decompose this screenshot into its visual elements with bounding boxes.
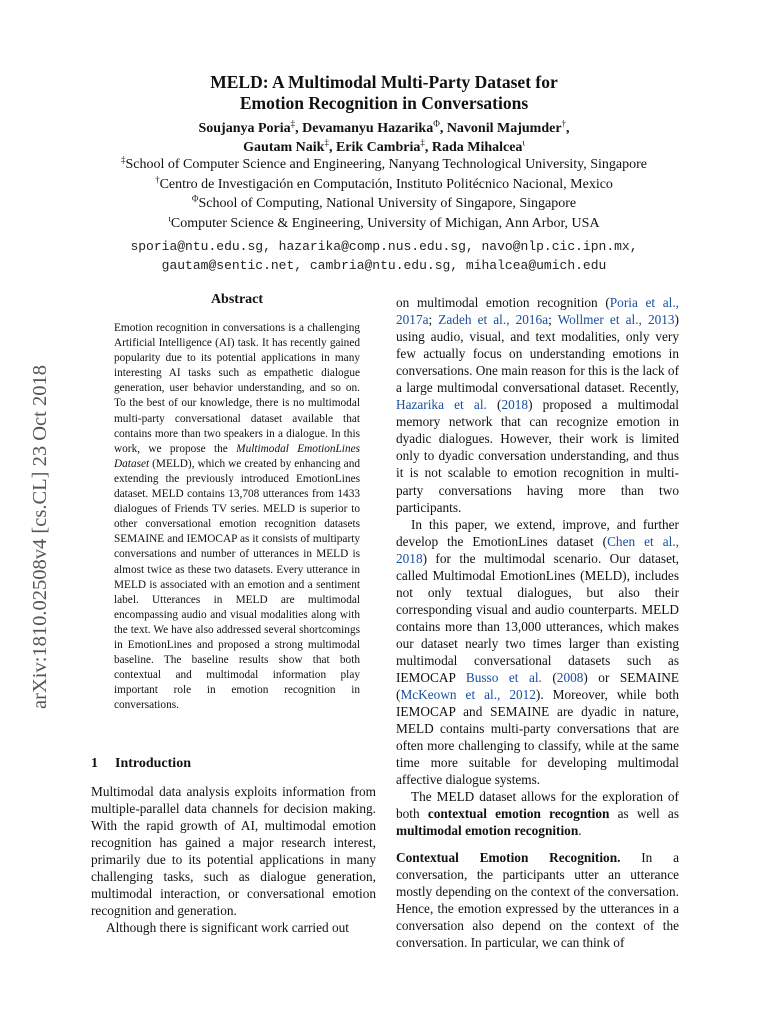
affiliation-text: Computer Science & Engineering, University of Michigan, Ann Arbor, USA [170,215,600,231]
abstract-text-1: Emotion recognition in conversations is a challenging Artificial Intelligence (AI) task. It has recently gained popularity due to its potential applications in many interesting AI tasks such as empathetic dialogue generation, user behavior understanding, and so on. To the best of our knowledge, there is no multimodal multi-party conversational dataset available that contains more than two speakers in a dialogue. In this work, we propose the [114,322,360,455]
body-text: ( [541,670,557,686]
email-line-2: gautam@sentic.net, cambria@ntu.edu.sg, mihalcea@umich.edu [161,258,607,273]
affiliation [0,194,768,214]
section-title: Introduction [115,756,191,771]
author-name: Erik Cambria [335,140,421,155]
affiliation [0,214,768,234]
author-sep: , [424,140,432,155]
body-text: In this paper, we extend, improve, and further develop the EmotionLines dataset ( [396,516,679,549]
body-text: ). Moreover, while both IEMOCAP and SEMAINE are dyadic in nature, MELD contains multi-party conversations that are often more challenging to classify, while at the same time more suitable for developing multimodal affective dialogue systems. [396,687,679,788]
body-text: ; [428,312,439,328]
right-paragraph-3 [396,788,679,839]
author-name: Navonil Majumder [446,121,562,136]
author-mark: ‡ [420,137,425,148]
right-column-text [396,294,679,951]
right-paragraph-4 [396,849,679,951]
author-mark: † [561,118,567,129]
body-text: ) for the multimodal scenario. Our dataset, called Multimodal EmotionLines (MELD), includes not only textual dialogues, but also their corresponding visual and audio counterparts. MELD contains more than 13,000 utterances, which makes our dataset nearly two times larger than existing multimodal conversational datasets such as IEMOCAP [396,550,679,686]
citation-link[interactable]: 2018 [501,397,529,413]
intro-paragraph-1: Multimodal data analysis exploits information from multiple-parallel data channels for decision making. With the rapid growth of AI, multimodal emotion recognition has gained a major research interest, primarily due to its potential applications in many challenging tasks, such as dialogue generation, multimodal interaction, or conversational emotion recognition and generation. [91,784,376,919]
section-heading-introduction [91,756,191,772]
email-line-1: sporia@ntu.edu.sg, hazarika@comp.nus.edu.sg, navo@nlp.cic.ipn.mx, [130,239,638,254]
affiliation-mark: ‡ [120,154,126,165]
affiliation [0,175,768,195]
left-column-text [91,783,376,936]
citation-link[interactable]: Hazarika et al. [396,397,487,413]
body-text: ( [486,397,502,413]
dataset-name-italic: Multimodal EmotionLines Dataset [114,442,360,470]
body-text: ) proposed a multimodal memory network that can recognize emotion in dyadic dialogues. However, their work is limited only to dyadic conversation understanding, and thus it is not scalable to emotion recognition in multi-party conversations having more than two participants. [396,397,679,515]
bold-term: multimodal emotion recognition [396,823,579,839]
email-list [0,237,768,275]
affiliation-mark: † [155,173,160,184]
author-mark: ι [522,137,525,148]
right-paragraph-1 [396,294,679,516]
body-text: ; [548,312,558,328]
title-line-2: Emotion Recognition in Conversations [239,93,529,113]
author-mark: ‡ [290,118,296,129]
citation-link[interactable]: McKeown et al., 2012 [400,687,536,703]
intro-paragraph-2: Although there is significant work carried out [106,920,349,936]
affiliation [0,155,768,175]
citation-link[interactable]: Chen et al., 2018 [396,533,679,566]
author-name: Soujanya Poria [198,121,291,136]
author-line-1 [0,119,768,138]
abstract-body [114,321,360,713]
affiliation-mark: Φ [191,193,199,204]
author-name: Devamanyu Hazarika [302,121,434,136]
author-sep: , [295,121,303,136]
title-line-1: MELD: A Multimodal Multi-Party Dataset for [210,72,558,92]
author-sep: , [328,140,336,155]
affiliation-text: School of Computing, National University of Singapore, Singapore [198,196,577,211]
abstract-heading: Abstract [210,292,264,307]
arxiv-stamp: arXiv:1810.02508v4 [cs.CL] 23 Oct 2018 [29,365,51,709]
affiliation-mark: ι [168,212,171,223]
citation-link[interactable]: Busso et al. [465,670,542,686]
author-name: Rada Mihalcea [431,140,523,155]
author-sep: , [566,121,570,136]
author-name: Gautam Naik [243,140,325,155]
affiliation-text: Centro de Investigación en Computación, Instituto Politécnico Nacional, Mexico [159,176,613,192]
author-mark: ‡ [324,137,329,148]
body-text: ) or SEMAINE ( [396,670,679,703]
author-sep: , [439,121,447,136]
paper-title [0,72,768,114]
body-text: In a conversation, the participants utter an utterance mostly depending on the context of the conversation. Hence, the emotion expressed by the utterances in a conversation also depend on the context of the conversation. In particular, we can think of [396,849,679,950]
citation-link[interactable]: 2008 [556,670,584,686]
body-text: as well as [609,806,679,822]
affiliation-list [0,155,768,233]
affiliation-text: School of Computer Science and Engineering, Nanyang Technological University, Singapore [125,157,648,172]
body-text: The MELD dataset allows for the exploration of both [396,789,679,822]
body-text: ) using audio, visual, and text modalities, only very few actually focus on understanding emotions in conversations. One main reason for this is the lack of a large multimodal conversational dataset. Recently, [396,312,679,396]
citation-link[interactable]: Wollmer et al., 2013 [557,312,675,328]
paragraph-heading: Contextual Emotion Recognition. [396,849,621,865]
author-mark: Φ [433,118,440,129]
body-text: . [578,823,582,839]
section-number: 1 [91,756,98,771]
abstract-text-2: (MELD), which we created by enhancing and extending the previously introduced EmotionLines dataset. MELD contains 13,708 utterances from 1433 dialogues of Friends TV series. MELD is superior to other conversational emotion recognition datasets SEMAINE and IEMOCAP as it consists of multiparty conversations and number of utterances in MELD is almost twice as these two datasets. Every utterance in MELD is associated with an emotion and a sentiment label. Utterances in MELD are multimodal encompassing audio and visual modalities along with the text. We have also addressed several shortcomings in EmotionLines and proposed a strong multimodal baseline. The baseline results show that both contextual and multimodal information play important role in emotion recognition in conversations. [114,457,360,712]
citation-link[interactable]: Zadeh et al., 2016a [438,312,549,328]
bold-term: contextual emotion recogntion [427,806,610,822]
body-text: on multimodal emotion recognition ( [396,295,610,310]
right-paragraph-2 [396,516,679,789]
citation-link[interactable]: Poria et al., 2017a [396,295,679,328]
author-list [0,119,768,157]
